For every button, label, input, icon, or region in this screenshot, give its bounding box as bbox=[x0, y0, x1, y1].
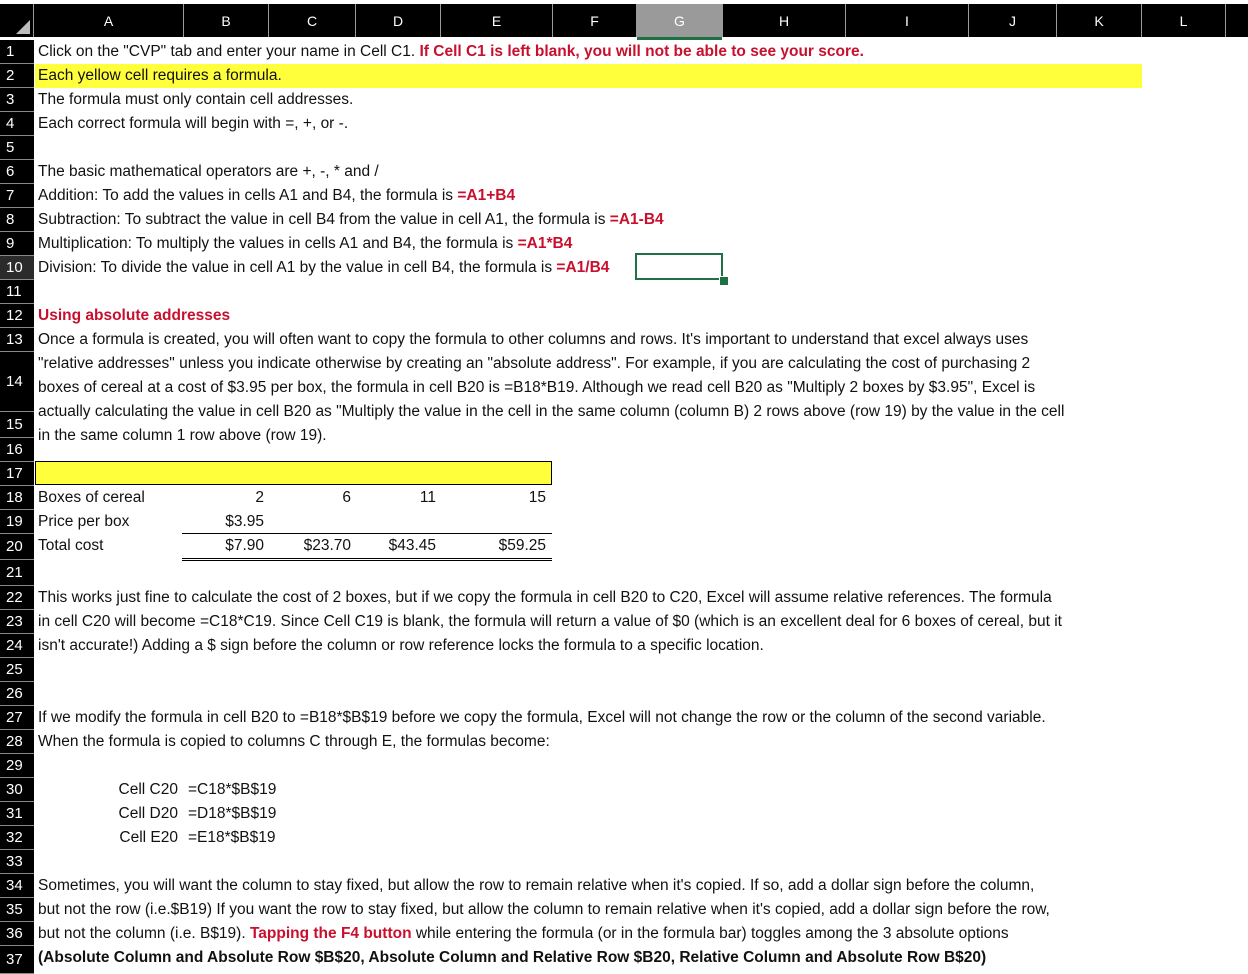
row-header-7[interactable]: 7 bbox=[0, 184, 34, 208]
row-header-17[interactable]: 17 bbox=[0, 462, 34, 486]
row-header-35[interactable]: 35 bbox=[0, 898, 34, 922]
cell-a3[interactable]: The formula must only contain cell addresses. bbox=[38, 91, 354, 108]
row-header-29[interactable]: 29 bbox=[0, 754, 34, 778]
col-header-i[interactable]: I bbox=[846, 4, 969, 37]
cell-c20[interactable]: $23.70 bbox=[303, 537, 351, 554]
cell-d20[interactable]: $43.45 bbox=[388, 537, 436, 554]
cell-a27: If we modify the formula in cell B20 to =B18*$B$19 before we copy the formula, Excel will not change the row or the column of the second variable. bbox=[38, 709, 1046, 726]
cell-a22: This works just fine to calculate the cost of 2 boxes, but if we copy the formula in cell B20 to C20, Excel will assume relative references. The formula bbox=[38, 589, 1052, 606]
cell-a13-line3: boxes of cereal at a cost of $3.95 per box, the formula in cell B20 is =B18*B19. Although we read cell B20 as "Multiply 2 boxes by $3.95", Excel is bbox=[38, 379, 1036, 396]
cell-a31-label[interactable]: Cell D20 bbox=[118, 805, 178, 822]
cell-b32-formula[interactable]: =E18*$B$19 bbox=[188, 829, 276, 846]
cell-c18[interactable]: 6 bbox=[342, 489, 351, 506]
col-header-j[interactable]: J bbox=[969, 4, 1057, 37]
cell-e18[interactable]: 15 bbox=[528, 489, 546, 506]
cell-a34: Sometimes, you will want the column to stay fixed, but allow the row to remain relative when it's copied. If so, add a dollar sign before the column, bbox=[38, 877, 1035, 894]
row-header-30[interactable]: 30 bbox=[0, 778, 34, 802]
cell-b19[interactable]: $3.95 bbox=[225, 513, 264, 530]
row-header-31[interactable]: 31 bbox=[0, 802, 34, 826]
row-header-21[interactable]: 21 bbox=[0, 560, 34, 586]
select-all-triangle-icon bbox=[16, 20, 30, 34]
cell-b18[interactable]: 2 bbox=[255, 489, 264, 506]
row-header-23[interactable]: 23 bbox=[0, 610, 34, 634]
cell-a23: in cell C20 will become =C18*C19. Since Cell C19 is blank, the formula will return a value of $0 (which is an excellent deal for 6 boxes of cereal, but it bbox=[38, 613, 1062, 630]
row-header-32[interactable]: 32 bbox=[0, 826, 34, 850]
row-header-15[interactable]: 15 bbox=[0, 412, 34, 438]
row-header-16[interactable]: 16 bbox=[0, 438, 34, 462]
total-bottom-border-1 bbox=[182, 558, 552, 559]
cell-a12-heading[interactable]: Using absolute addresses bbox=[38, 307, 231, 324]
row-header-36[interactable]: 36 bbox=[0, 922, 34, 946]
row-header-18[interactable]: 18 bbox=[0, 486, 34, 510]
row-header-33[interactable]: 33 bbox=[0, 850, 34, 874]
row-header-37[interactable]: 37 bbox=[0, 946, 34, 974]
row-header-34[interactable]: 34 bbox=[0, 874, 34, 898]
cell-a24: isn't accurate!) Adding a $ sign before the column or row reference locks the formula to a specific location. bbox=[38, 637, 764, 654]
total-bottom-border-2 bbox=[182, 560, 552, 561]
row-header-14[interactable]: 14 bbox=[0, 352, 34, 412]
row-header-6[interactable]: 6 bbox=[0, 160, 34, 184]
cell-a19[interactable]: Price per box bbox=[38, 513, 130, 530]
cell-d18[interactable]: 11 bbox=[419, 489, 436, 506]
cell-a4[interactable]: Each correct formula will begin with =, +, or -. bbox=[38, 115, 349, 132]
col-header-k[interactable]: K bbox=[1057, 4, 1142, 37]
cell-a8[interactable] bbox=[38, 208, 664, 232]
row-header-26[interactable]: 26 bbox=[0, 682, 34, 706]
row-header-8[interactable]: 8 bbox=[0, 208, 34, 232]
cell-e20[interactable]: $59.25 bbox=[498, 537, 546, 554]
cell-a13-line5: in the same column 1 row above (row 19). bbox=[38, 427, 327, 444]
cell-a9-formula: =A1*B4 bbox=[517, 235, 573, 252]
row-header-19[interactable]: 19 bbox=[0, 510, 34, 534]
row-header-2[interactable]: 2 bbox=[0, 64, 34, 88]
select-all-corner[interactable] bbox=[0, 4, 34, 37]
row-header-28[interactable]: 28 bbox=[0, 730, 34, 754]
cell-b30-formula[interactable]: =C18*$B$19 bbox=[188, 781, 277, 798]
row-header-10[interactable]: 10 bbox=[0, 256, 34, 280]
col-header-c[interactable]: C bbox=[269, 4, 356, 37]
cell-a13-line2: "relative addresses" unless you indicate otherwise by creating an "absolute address". For example, if you are calculating the cost of purchasing 2 bbox=[38, 355, 1031, 372]
row-header-12[interactable]: 12 bbox=[0, 304, 34, 328]
cell-a36-text-2: while entering the formula (or in the formula bar) toggles among the 3 absolute options bbox=[415, 925, 1009, 942]
cell-a20[interactable]: Total cost bbox=[38, 537, 104, 554]
cell-a32-label[interactable]: Cell E20 bbox=[119, 829, 178, 846]
cell-a9[interactable] bbox=[38, 232, 572, 256]
row-header-13[interactable]: 13 bbox=[0, 328, 34, 352]
cell-a9-text: Multiplication: To multiply the values in cells A1 and B4, the formula is bbox=[38, 235, 514, 252]
cell-a8-formula: =A1-B4 bbox=[609, 211, 664, 228]
active-cell-g10[interactable] bbox=[635, 253, 723, 280]
cell-a6[interactable]: The basic mathematical operators are +, -, * and / bbox=[38, 163, 379, 180]
cell-a18[interactable]: Boxes of cereal bbox=[38, 489, 145, 506]
cell-a10-formula: =A1/B4 bbox=[556, 259, 610, 276]
cell-a7-formula: =A1+B4 bbox=[457, 187, 516, 204]
cell-a13-line4: actually calculating the value in cell B20 as "Multiply the value in the cell in the same column (column B) 2 rows above (row 19) by the value in the cell bbox=[38, 403, 1065, 420]
cell-b31-formula[interactable]: =D18*$B$19 bbox=[188, 805, 277, 822]
cell-a1-warning: If Cell C1 is left blank, you will not be able to see your score. bbox=[419, 43, 864, 60]
cell-a36-f4-tip: Tapping the F4 button bbox=[249, 925, 412, 942]
row-header-24[interactable]: 24 bbox=[0, 634, 34, 658]
cell-a7[interactable] bbox=[38, 184, 515, 208]
row-header-5[interactable]: 5 bbox=[0, 136, 34, 160]
cell-a1-text: Click on the "CVP" tab and enter your name in Cell C1. bbox=[38, 43, 416, 60]
col-header-g[interactable]: G bbox=[637, 4, 723, 37]
cell-a13-line1: Once a formula is created, you will often want to copy the formula to other columns and rows. It's important to understand that excel always uses bbox=[38, 331, 1029, 348]
yellow-cell-row17[interactable] bbox=[35, 461, 552, 485]
col-header-e[interactable]: E bbox=[441, 4, 553, 37]
cell-b20[interactable]: $7.90 bbox=[225, 537, 264, 554]
col-header-b[interactable]: B bbox=[184, 4, 269, 37]
cell-a36-text-1: but not the column (i.e. B$19). bbox=[38, 925, 246, 942]
cell-a35: but not the row (i.e.$B19) If you want the row to stay fixed, but allow the column to remain relative when it's copied, add a dollar sign before the row, bbox=[38, 901, 1050, 918]
row-header-1[interactable]: 1 bbox=[0, 40, 34, 64]
row-header-11[interactable]: 11 bbox=[0, 280, 34, 304]
cell-a8-text: Subtraction: To subtract the value in cell B4 from the value in cell A1, the formula is bbox=[38, 211, 606, 228]
fill-handle[interactable] bbox=[719, 276, 729, 286]
col-header-f[interactable]: F bbox=[553, 4, 637, 37]
cell-a1[interactable] bbox=[38, 40, 864, 64]
col-header-h[interactable]: H bbox=[723, 4, 846, 37]
cell-a7-text: Addition: To add the values in cells A1 and B4, the formula is bbox=[38, 187, 454, 204]
cell-a37: (Absolute Column and Absolute Row $B$20, Absolute Column and Relative Row $B20, Relative Column and Absolute Row B$20) bbox=[38, 949, 987, 966]
col-header-a[interactable]: A bbox=[34, 4, 184, 37]
row-header-3[interactable]: 3 bbox=[0, 88, 34, 112]
cell-a10[interactable] bbox=[38, 256, 609, 280]
row-header-4[interactable]: 4 bbox=[0, 112, 34, 136]
cell-a36 bbox=[38, 922, 1009, 946]
row-header-22[interactable]: 22 bbox=[0, 586, 34, 610]
col-header-d[interactable]: D bbox=[356, 4, 441, 37]
row-header-9[interactable]: 9 bbox=[0, 232, 34, 256]
row-header-25[interactable]: 25 bbox=[0, 658, 34, 682]
col-header-l[interactable]: L bbox=[1142, 4, 1226, 37]
cell-a28: When the formula is copied to columns C through E, the formulas become: bbox=[38, 733, 550, 750]
cell-a30-label[interactable]: Cell C20 bbox=[118, 781, 178, 798]
col-header-overflow bbox=[1226, 4, 1248, 37]
row-header-27[interactable]: 27 bbox=[0, 706, 34, 730]
row-header-20[interactable]: 20 bbox=[0, 534, 34, 560]
cell-a10-text: Division: To divide the value in cell A1 by the value in cell B4, the formula is bbox=[38, 259, 553, 276]
cell-a2[interactable]: Each yellow cell requires a formula. bbox=[38, 67, 282, 84]
